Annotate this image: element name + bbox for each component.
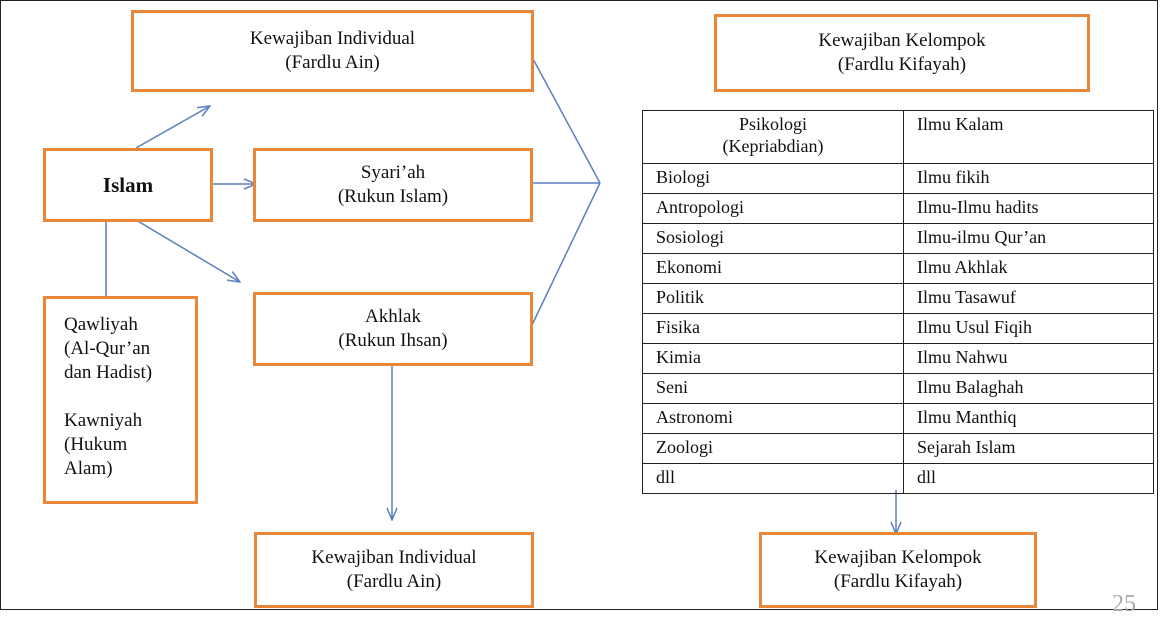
table-header-cell xyxy=(643,111,904,164)
table-cell-islamic-science: Ilmu Tasawuf xyxy=(904,284,1154,314)
source-hukum: (Hukum xyxy=(64,434,128,455)
table-cell-general-science: Astronomi xyxy=(643,404,904,434)
box-subtitle: (Rukun Islam) xyxy=(337,186,449,207)
table-cell-islamic-science: dll xyxy=(904,464,1154,494)
arrow-islam-to-akhlak xyxy=(136,220,240,282)
table-row xyxy=(643,314,1154,344)
individual-obligation-box-bottom xyxy=(254,532,534,608)
table-cell-general-science: Zoologi xyxy=(643,434,904,464)
bracket-top xyxy=(532,57,600,183)
box-title: Syari’ah xyxy=(360,162,426,183)
table-cell-general-science: Kimia xyxy=(643,344,904,374)
source-qawliyah: Qawliyah xyxy=(64,314,138,335)
arrow-islam-to-individual xyxy=(136,106,210,148)
box-subtitle: (Fardlu Ain) xyxy=(285,52,380,73)
table-cell-islamic-science: Ilmu Usul Fiqih xyxy=(904,314,1154,344)
table-cell-islamic-science: Sejarah Islam xyxy=(904,434,1154,464)
table-cell-islamic-science: Ilmu-ilmu Qur’an xyxy=(904,224,1154,254)
table-row xyxy=(643,164,1154,194)
table-cell-general-science: Sosiologi xyxy=(643,224,904,254)
table-cell-general-science: Seni xyxy=(643,374,904,404)
table-cell-islamic-science: Ilmu Akhlak xyxy=(904,254,1154,284)
source-alam: Alam) xyxy=(64,458,113,479)
table-cell-general-science: Antropologi xyxy=(643,194,904,224)
individual-obligation-box-top xyxy=(131,10,534,92)
islam-label: Islam xyxy=(102,173,154,197)
table-row xyxy=(643,404,1154,434)
table-cell-islamic-science: Ilmu Balaghah xyxy=(904,374,1154,404)
source-kawniyah: Kawniyah xyxy=(64,410,143,431)
source-quran: (Al-Qur’an xyxy=(64,338,151,359)
box-title: Kewajiban Individual xyxy=(311,547,477,568)
akhlak-box xyxy=(253,292,533,366)
islam-box xyxy=(43,148,213,222)
box-title: Kewajiban Kelompok xyxy=(818,30,986,51)
sources-box xyxy=(43,296,198,504)
table-cell-islamic-science: Ilmu Nahwu xyxy=(904,344,1154,374)
box-title: Akhlak xyxy=(365,306,421,327)
table-cell-islamic-science: Ilmu fikih xyxy=(904,164,1154,194)
table-cell-general-science: dll xyxy=(643,464,904,494)
table-cell-general-science: Politik xyxy=(643,284,904,314)
source-hadist: dan Hadist) xyxy=(64,362,153,383)
table-cell-general-science: Ekonomi xyxy=(643,254,904,284)
fields-table xyxy=(642,110,1154,494)
table-header-cell: Ilmu Kalam xyxy=(904,111,1154,164)
header-kepribadian: (Kepriabdian) xyxy=(722,136,824,156)
table-cell-general-science: Fisika xyxy=(643,314,904,344)
table-cell-islamic-science: Ilmu-Ilmu hadits xyxy=(904,194,1154,224)
group-obligation-box-top xyxy=(714,14,1090,92)
table-cell-islamic-science: Ilmu Manthiq xyxy=(904,404,1154,434)
box-subtitle: (Fardlu Kifayah) xyxy=(833,571,963,592)
table-row xyxy=(643,254,1154,284)
box-subtitle: (Fardlu Kifayah) xyxy=(837,54,967,75)
table-row xyxy=(643,374,1154,404)
syariah-box xyxy=(253,148,533,222)
box-subtitle: (Fardlu Ain) xyxy=(346,571,442,592)
table-row xyxy=(643,464,1154,494)
table-row xyxy=(643,434,1154,464)
box-title: Kewajiban Kelompok xyxy=(814,547,982,568)
bracket-bottom xyxy=(532,183,600,325)
group-obligation-box-bottom xyxy=(759,532,1037,608)
page-number: 25 xyxy=(1112,591,1136,617)
table-row xyxy=(643,224,1154,254)
table-cell-general-science: Biologi xyxy=(643,164,904,194)
box-subtitle: (Rukun Ihsan) xyxy=(338,330,448,351)
table-row xyxy=(643,284,1154,314)
table-header-row xyxy=(643,111,1154,164)
header-psikologi: Psikologi xyxy=(738,114,808,134)
table-row xyxy=(643,344,1154,374)
box-title: Kewajiban Individual xyxy=(249,28,416,49)
table-row xyxy=(643,194,1154,224)
